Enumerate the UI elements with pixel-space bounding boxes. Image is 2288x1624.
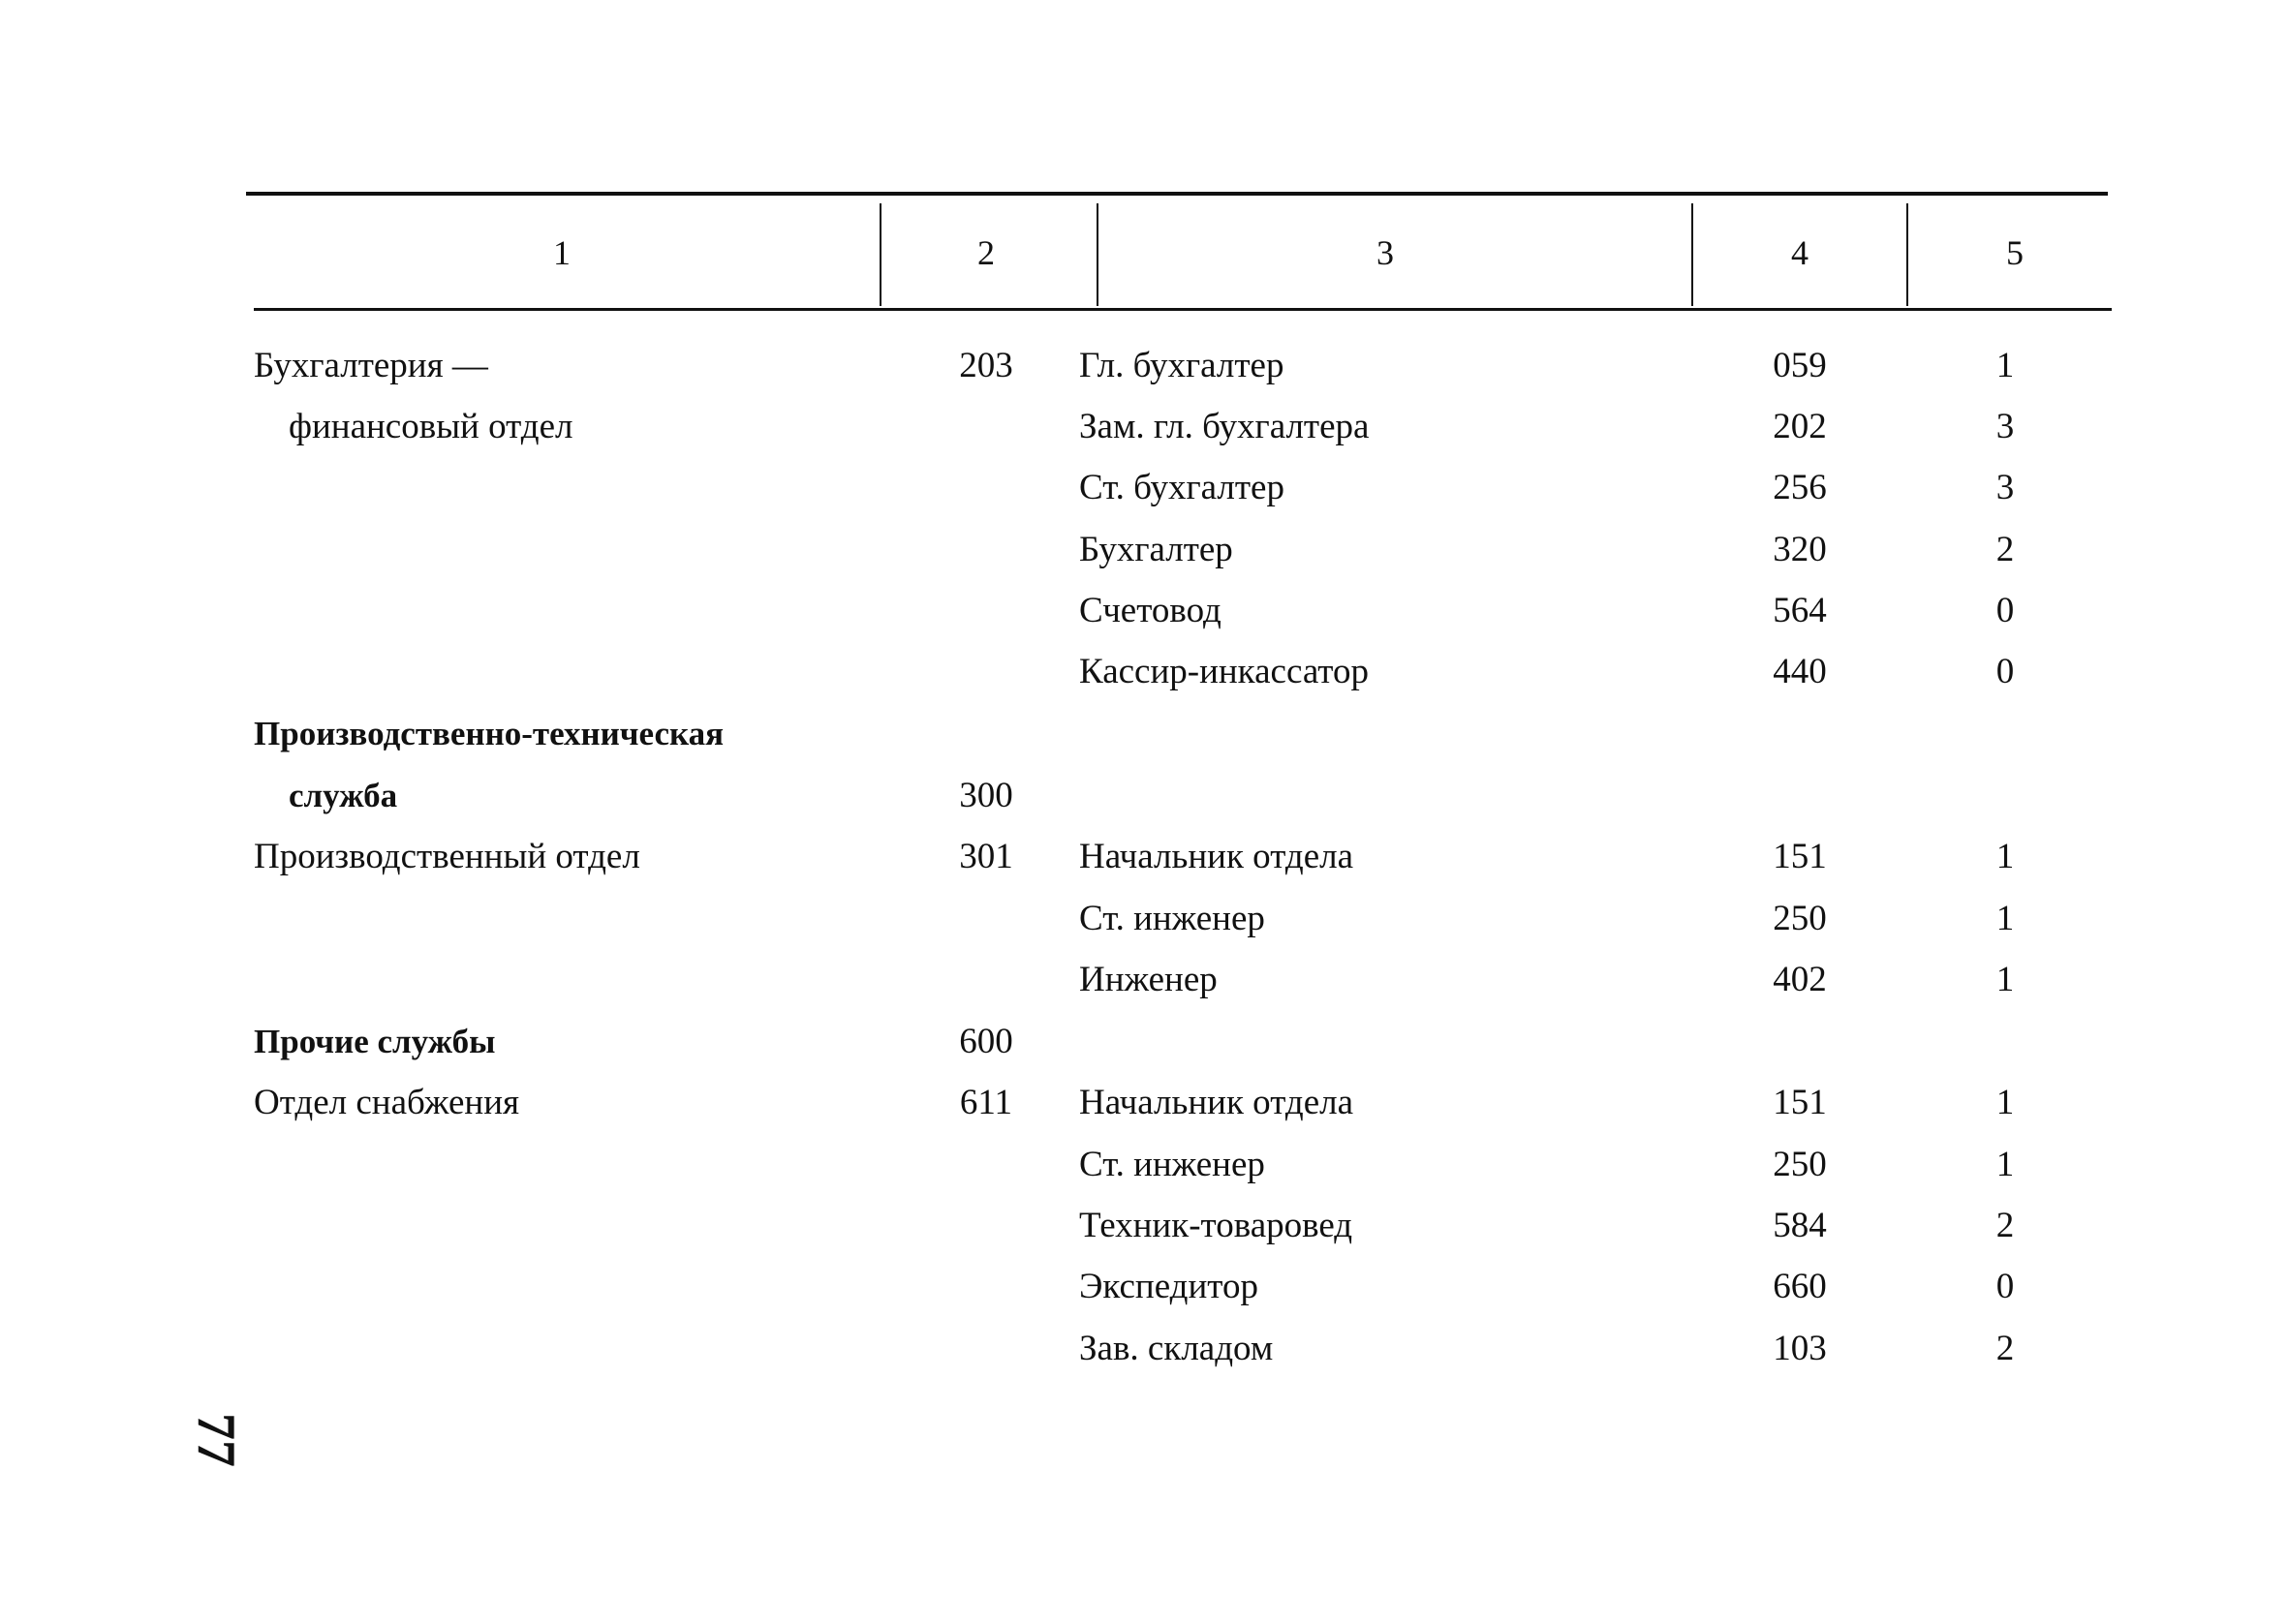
table-row (0, 828, 2288, 886)
staff-count: 2 (1995, 530, 2015, 569)
position-code: 564 (1773, 591, 1827, 630)
position-name: Инженер (1079, 960, 1218, 999)
staff-count: 3 (1995, 468, 2015, 507)
department-name: Прочие службы (254, 1023, 496, 1060)
position-name: Ст. инженер (1079, 899, 1265, 938)
staff-count: 1 (1995, 1145, 2015, 1184)
table-row (0, 1074, 2288, 1132)
table-row (0, 705, 2288, 763)
staff-count: 1 (1995, 1083, 2015, 1122)
staff-count: 1 (1995, 899, 2015, 938)
page-number: 77 (186, 1413, 246, 1467)
staff-count: 1 (1995, 960, 2015, 999)
department-name: Отдел снабжения (254, 1083, 520, 1122)
staff-count: 2 (1995, 1206, 2015, 1245)
table-row (0, 398, 2288, 456)
table-row (0, 1136, 2288, 1194)
table-row (0, 521, 2288, 579)
position-code: 256 (1773, 468, 1827, 507)
position-code: 151 (1773, 837, 1827, 876)
table-row (0, 951, 2288, 1009)
table-row (0, 767, 2288, 825)
table-row (0, 459, 2288, 517)
header-col-3: 3 (1376, 233, 1394, 272)
table-row (0, 337, 2288, 395)
position-code: 059 (1773, 346, 1827, 385)
department-code: 611 (959, 1083, 1013, 1122)
header-separator-2 (1097, 203, 1098, 306)
table-row (0, 1013, 2288, 1071)
staff-count: 1 (1995, 837, 2015, 876)
position-name: Техник-товаровед (1079, 1206, 1353, 1245)
position-code: 151 (1773, 1083, 1827, 1122)
table-row (0, 890, 2288, 948)
staff-count: 3 (1995, 407, 2015, 446)
position-name: Ст. бухгалтер (1079, 468, 1284, 507)
department-name: служба (289, 777, 398, 814)
position-code: 402 (1773, 960, 1827, 999)
position-name: Кассир-инкассатор (1079, 652, 1369, 691)
position-name: Экспедитор (1079, 1267, 1258, 1306)
position-code: 320 (1773, 530, 1827, 569)
table-top-rule (246, 192, 2108, 196)
position-code: 202 (1773, 407, 1827, 446)
header-separator-1 (880, 203, 881, 306)
department-name: Бухгалтерия — (254, 346, 488, 385)
position-code: 250 (1773, 899, 1827, 938)
position-name: Счетовод (1079, 591, 1221, 630)
department-code: 600 (959, 1022, 1013, 1061)
position-name: Зам. гл. бухгалтера (1079, 407, 1370, 446)
department-code: 301 (959, 837, 1013, 876)
header-col-4: 4 (1791, 233, 1809, 272)
header-bottom-rule (254, 308, 2112, 311)
position-code: 440 (1773, 652, 1827, 691)
department-name: финансовый отдел (289, 407, 573, 446)
header-col-1: 1 (553, 233, 571, 272)
position-name: Бухгалтер (1079, 530, 1233, 569)
staff-count: 0 (1995, 1267, 2015, 1306)
position-name: Ст. инженер (1079, 1145, 1265, 1184)
position-code: 660 (1773, 1267, 1827, 1306)
table-row (0, 582, 2288, 640)
staff-count: 0 (1995, 652, 2015, 691)
position-name: Начальник отдела (1079, 1083, 1354, 1122)
department-code: 300 (959, 776, 1013, 815)
department-name: Производственный отдел (254, 837, 640, 876)
table-row (0, 1197, 2288, 1255)
header-separator-4 (1906, 203, 1908, 306)
table-row (0, 643, 2288, 701)
position-name: Гл. бухгалтер (1079, 346, 1284, 385)
position-name: Начальник отдела (1079, 837, 1354, 876)
header-separator-3 (1691, 203, 1693, 306)
staff-count: 1 (1995, 346, 2015, 385)
staff-count: 2 (1995, 1329, 2015, 1368)
position-code: 250 (1773, 1145, 1827, 1184)
position-name: Зав. складом (1079, 1329, 1274, 1368)
header-col-2: 2 (977, 233, 995, 272)
table-row (0, 1258, 2288, 1316)
table-row (0, 1320, 2288, 1378)
position-code: 103 (1773, 1329, 1827, 1368)
department-code: 203 (959, 346, 1013, 385)
header-col-5: 5 (2006, 233, 2024, 272)
position-code: 584 (1773, 1206, 1827, 1245)
staff-count: 0 (1995, 591, 2015, 630)
department-name: Производственно-техническая (254, 715, 725, 752)
